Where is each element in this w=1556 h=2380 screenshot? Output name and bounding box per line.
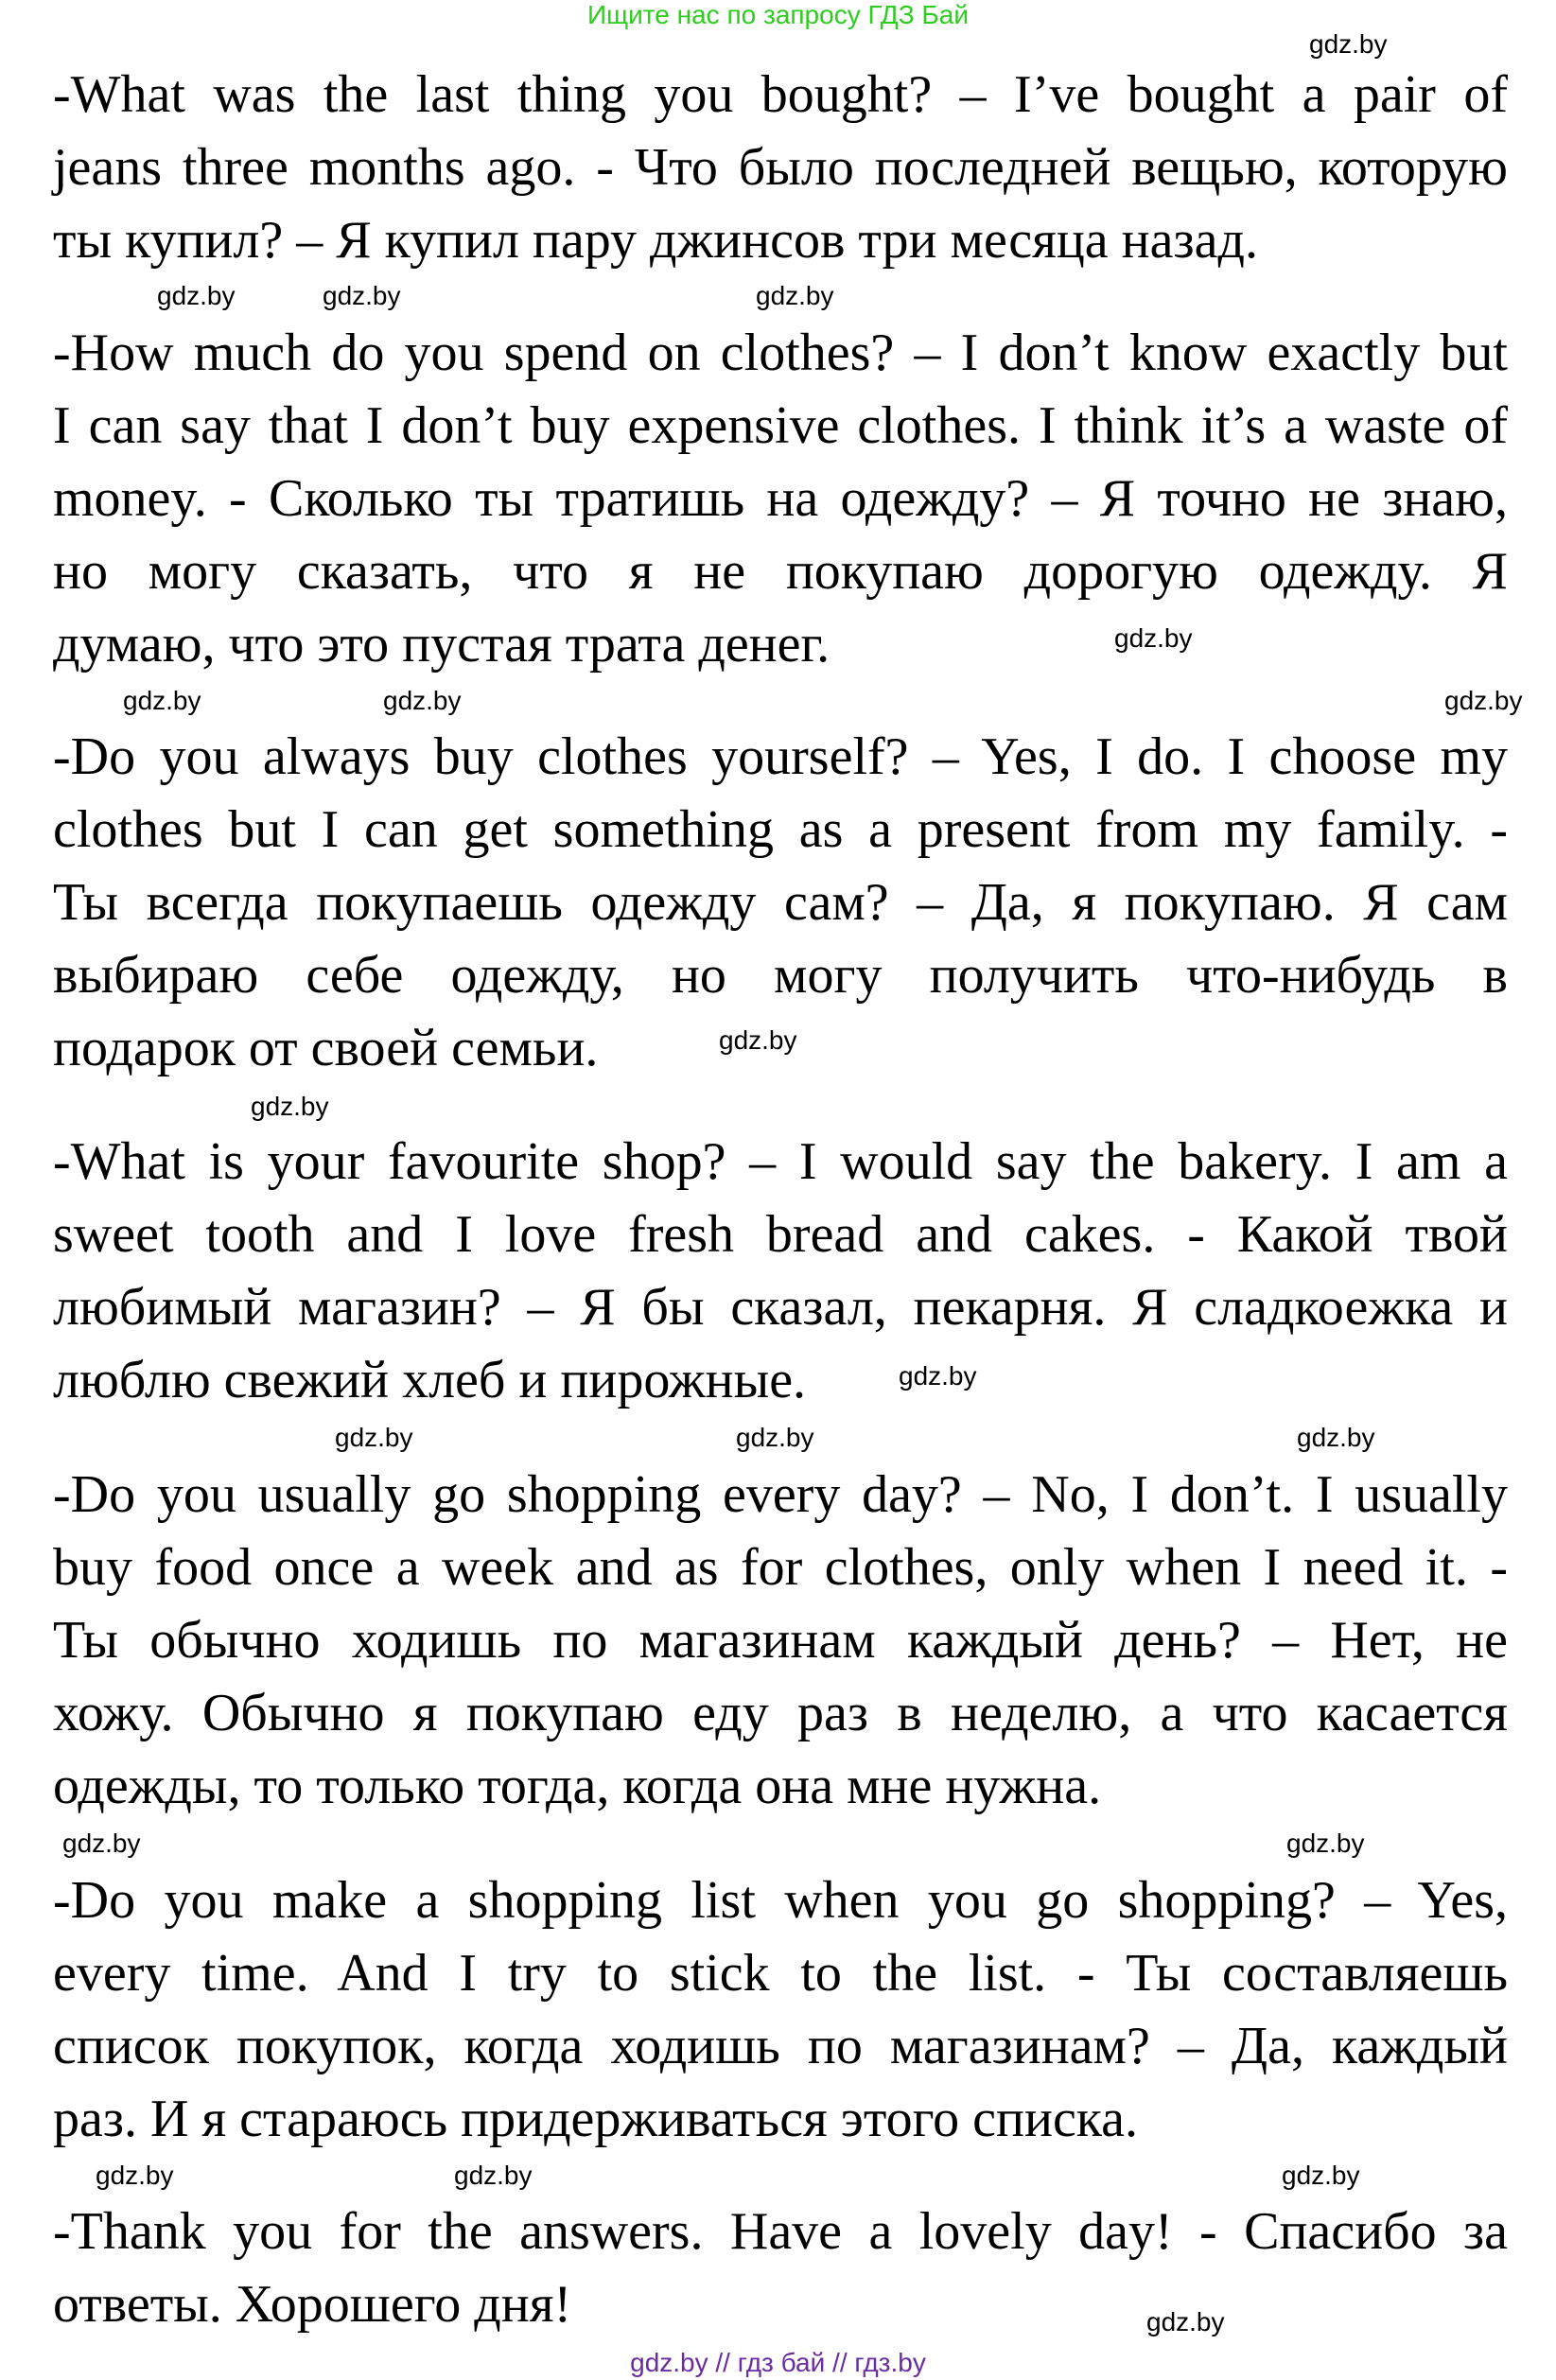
- watermark: gdz.by: [383, 686, 462, 715]
- text-line: -Thank you for the answers. Have a lovely day! - Спасибо за: [53, 2202, 1508, 2261]
- watermark: gdz.by: [1309, 29, 1388, 59]
- watermark: gdz.by: [1286, 1829, 1365, 1858]
- text-line: every time. And I try to stick to the list. - Ты составляешь: [53, 1944, 1508, 2003]
- text-line: список покупок, когда ходишь по магазинам? – Да, каждый: [53, 2017, 1508, 2075]
- watermark: gdz.by: [62, 1829, 141, 1858]
- watermark: gdz.by: [899, 1361, 977, 1391]
- watermark: gdz.by: [1146, 2307, 1225, 2336]
- watermark: gdz.by: [1444, 686, 1523, 715]
- dialogue-paragraph: [53, 1864, 1508, 2156]
- text-line: I can say that I don’t buy expensive clothes. I think it’s a waste of: [53, 396, 1508, 455]
- watermark: gdz.by: [251, 1092, 329, 1121]
- text-line: clothes but I can get something as a present from my family. -: [53, 800, 1508, 859]
- text-line: ты купил? – Я купил пару джинсов три месяца назад.: [53, 211, 1258, 270]
- dialogue-paragraph: [53, 1126, 1508, 1417]
- text-line: но могу сказать, что я не покупаю дорогую одежду. Я: [53, 542, 1508, 601]
- watermark: gdz.by: [323, 281, 401, 310]
- watermark: gdz.by: [736, 1423, 814, 1452]
- text-line: подарок от своей семьи.: [53, 1019, 599, 1077]
- footer-links[interactable]: gdz.by // гдз бай // гдз.by: [630, 2348, 926, 2377]
- watermark: gdz.by: [96, 2161, 174, 2190]
- text-line: -Do you usually go shopping every day? – No, I don’t. I usually: [53, 1465, 1508, 1524]
- watermark: gdz.by: [157, 281, 236, 310]
- text-line: -How much do you spend on clothes? – I don’t know exactly but: [53, 324, 1508, 382]
- dialogue-paragraph: [53, 2196, 1508, 2341]
- text-line: -Do you always buy clothes yourself? – Yes, I do. I choose my: [53, 727, 1508, 786]
- dialogue-paragraph: [53, 1459, 1508, 1823]
- text-line: ответы. Хорошего дня!: [53, 2275, 572, 2334]
- text-line: -What is your favourite shop? – I would say the bakery. I am a: [53, 1132, 1508, 1191]
- text-line: раз. И я стараюсь придерживаться этого списка.: [53, 2090, 1139, 2148]
- watermark: gdz.by: [1282, 2161, 1360, 2190]
- dialogue-paragraph: [53, 317, 1508, 681]
- header-banner: Ищите нас по запросу ГДЗ Бай: [586, 0, 970, 29]
- text-line: buy food once a week and as for clothes, only when I need it. -: [53, 1538, 1508, 1597]
- watermark: gdz.by: [719, 1025, 797, 1055]
- text-line: выбираю себе одежду, но могу получить что-нибудь в: [53, 946, 1508, 1005]
- dialogue-paragraph: [53, 59, 1508, 277]
- watermark: gdz.by: [756, 281, 834, 310]
- text-line: хожу. Обычно я покупаю еду раз в неделю, а что касается: [53, 1684, 1508, 1742]
- text-line: -What was the last thing you bought? – I’ve bought a pair of: [53, 65, 1508, 124]
- watermark: gdz.by: [123, 686, 201, 715]
- text-line: люблю свежий хлеб и пирожные.: [53, 1351, 807, 1409]
- text-line: money. - Сколько ты тратишь на одежду? – Я точно не знаю,: [53, 469, 1508, 528]
- text-line: Ты всегда покупаешь одежду сам? – Да, я покупаю. Я сам: [53, 873, 1508, 932]
- text-line: думаю, что это пустая трата денег.: [53, 615, 830, 674]
- text-line: Ты обычно ходишь по магазинам каждый день? – Нет, не: [53, 1611, 1508, 1670]
- watermark: gdz.by: [454, 2161, 533, 2190]
- watermark: gdz.by: [1297, 1423, 1375, 1452]
- text-line: sweet tooth and I love fresh bread and cakes. - Какой твой: [53, 1205, 1508, 1264]
- text-line: -Do you make a shopping list when you go shopping? – Yes,: [53, 1871, 1508, 1930]
- watermark: gdz.by: [1114, 623, 1193, 653]
- text-line: jeans three months ago. - Что было последней вещью, которую: [53, 138, 1508, 197]
- text-line: одежды, то только тогда, когда она мне нужна.: [53, 1757, 1102, 1815]
- text-line: любимый магазин? – Я бы сказал, пекарня. Я сладкоежка и: [53, 1278, 1508, 1337]
- watermark: gdz.by: [335, 1423, 413, 1452]
